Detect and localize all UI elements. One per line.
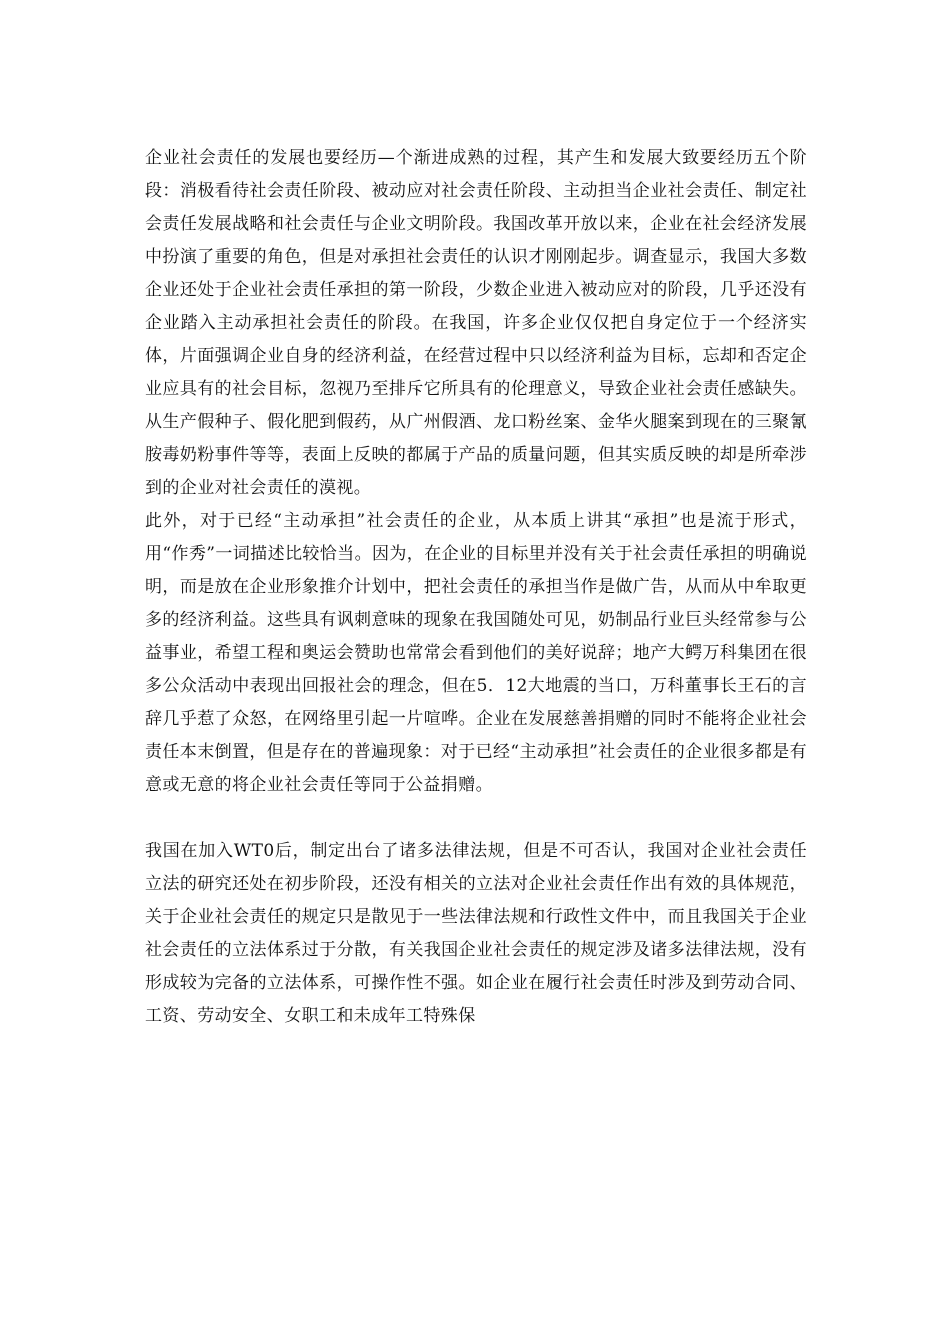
- paragraph-2: 此外，对于已经“主动承担”社会责任的企业，从本质上讲其“承担”也是流于形式，用“作秀”一词描述比较恰当。因为，在企业的目标里并没有关于社会责任承担的明确说明，而是放在企业形象推介计划中，把社会责任的承担当作是做广告，从而从中牟取更多的经济利益。这些具有讽刺意味的现象在我国随处可见，奶制品行业巨头经常参与公益事业，希望工程和奥运会赞助也常常会看到他们的美好说辞；地产大鳄万科集团在很多公众活动中表现出回报社会的理念，但在5．12大地震的当口，万科董事长王石的言辞几乎惹了众怒，在网络里引起一片喧哗。企业在发展慈善捐赠的同时不能将企业社会责任本末倒置，但是存在的普遍现象：对于已经“主动承担”社会责任的企业很多都是有意或无意的将企业社会责任等同于公益捐赠。: [145, 511, 807, 795]
- paragraph-1: 企业社会责任的发展也要经历—个渐进成熟的过程，其产生和发展大致要经历五个阶段：消极看待社会责任阶段、被动应对社会责任阶段、主动担当企业社会责任、制定社会责任发展战略和社会责任与企业文明阶段。我国改革开放以来，企业在社会经济发展中扮演了重要的角色，但是对承担社会责任的认识才刚刚起步。调查显示，我国大多数企业还处于企业社会责任承担的第一阶段，少数企业进入被动应对的阶段，几乎还没有企业踏入主动承担社会责任的阶段。在我国，许多企业仅仅把自身定位于一个经济实体，片面强调企业自身的经济利益，在经营过程中只以经济利益为目标，忘却和否定企业应具有的社会目标，忽视乃至排斥它所具有的伦理意义，导致企业社会责任感缺失。从生产假种子、假化肥到假药，从广州假酒、龙口粉丝案、金华火腿案到现在的三聚氰胺毒奶粉事件等等，表面上反映的都属于产品的质量问题，但其实质反映的却是所牵涉到的企业对社会责任的漠视。: [145, 148, 807, 498]
- paragraph-spacer: [145, 802, 807, 835]
- paragraph-3: 我国在加入WT0后，制定出台了诸多法律法规，但是不可否认，我国对企业社会责任立法的研究还处在初步阶段，还没有相关的立法对企业社会责任作出有效的具体规范，关于企业社会责任的规定只是散见于一些法律法规和行政性文件中，而且我国关于企业社会责任的立法体系过于分散，有关我国企业社会责任的规定涉及诸多法律法规，没有形成较为完备的立法体系，可操作性不强。如企业在履行社会责任时涉及到劳动合同、工资、劳动安全、女职工和未成年工特殊保: [145, 841, 807, 1026]
- document-body: [145, 142, 807, 1033]
